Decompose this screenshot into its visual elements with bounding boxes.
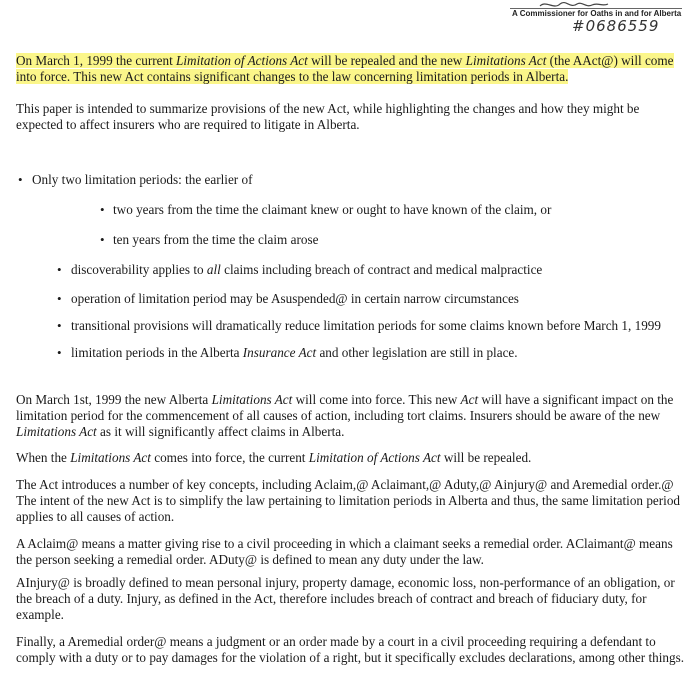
- list-item: operation of limitation period may be Asuspended@ in certain narrow circumstances: [71, 291, 519, 306]
- commissioner-stamp: [482, 0, 692, 40]
- body-paragraph: The Act introduces a number of key concepts, including Aclaim,@ Aclaimant,@ Aduty,@ Ainjury@ and Aremedial order.@ The intent of the new Act is to simplify the law pertaining to limitation periods in Alberta and thus, the same limitation period applies to all causes of action.: [16, 477, 681, 524]
- bullet-marker: •: [18, 172, 23, 187]
- bullet-marker: •: [57, 262, 62, 277]
- body-paragraph: AInjury@ is broadly defined to mean personal injury, property damage, economic loss, non-performance of an obligation, or the breach of a duty. Injury, as defined in the Act, therefore includes breach of contract and breach of fiduciary duty, for example.: [16, 575, 675, 622]
- bullet-marker: •: [57, 345, 62, 360]
- commission-number: #0686559: [572, 17, 660, 35]
- list-item: discoverability applies to all claims including breach of contract and medical malpractice: [71, 262, 543, 277]
- body-paragraph: When the Limitations Act comes into force, the current Limitation of Actions Act will be repealed.: [16, 450, 532, 465]
- list-item: limitation periods in the Alberta Insurance Act and other legislation are still in place.: [71, 345, 518, 360]
- summary-paragraph: This paper is intended to summarize provisions of the new Act, while highlighting the changes and how they might be expected to affect insurers who are required to litigate in Alberta.: [16, 101, 640, 132]
- commissioner-label: A Commissioner for Oaths in and for Alberta: [512, 9, 682, 18]
- bullet-marker: •: [100, 202, 105, 217]
- bullet-marker: •: [57, 291, 62, 306]
- list-item: two years from the time the claimant knew or ought to have known of the claim, or: [113, 202, 552, 217]
- list-item: transitional provisions will dramatically reduce limitation periods for some claims known before March 1, 1999: [71, 318, 661, 333]
- body-paragraph: A Aclaim@ means a matter giving rise to a civil proceeding in which a claimant seeks a remedial order. AClaimant@ means the person seeking a remedial order. ADuty@ is defined to mean any duty under the law.: [16, 536, 673, 567]
- bullet-marker: •: [100, 232, 105, 247]
- body-paragraph: On March 1st, 1999 the new Alberta Limitations Act will come into force. This new Act will have a significant impact on the limitation period for the commencement of all causes of action, including tort claims. Insurers should be aware of the new Limitations Act as it will significantly affect claims in Alberta.: [16, 392, 674, 439]
- intro-paragraph: On March 1, 1999 the current Limitation of Actions Act will be repealed and the new Limitations Act (the AAct@) will come into force. This new Act contains significant changes to the law concerning limitation periods in Alberta.: [16, 53, 674, 84]
- body-paragraph: Finally, a Aremedial order@ means a judgment or an order made by a court in a civil proceeding requiring a defendant to comply with a duty or to pay damages for the violation of a right, but it specifically excludes declarations, among other things.: [16, 634, 684, 665]
- list-item: Only two limitation periods: the earlier of: [32, 172, 253, 187]
- list-item: ten years from the time the claim arose: [113, 232, 319, 247]
- bullet-marker: •: [57, 318, 62, 333]
